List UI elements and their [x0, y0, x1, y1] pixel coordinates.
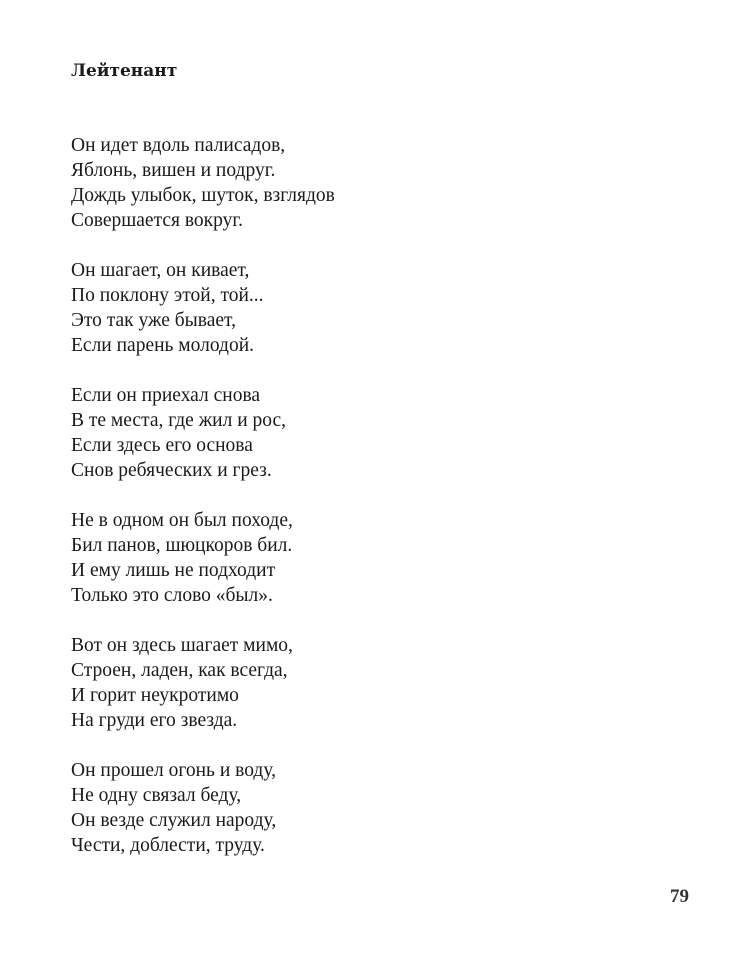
poem-line: Бил панов, шюцкоров бил. — [71, 535, 293, 556]
poem-line: По поклону этой, той... — [71, 285, 264, 306]
poem-line: Он шагает, он кивает, — [71, 260, 250, 281]
poem-line: Вот он здесь шагает мимо, — [71, 635, 293, 656]
stanza-1 — [71, 133, 691, 233]
poem-line: Если парень молодой. — [71, 335, 255, 356]
poem-line: Он идет вдоль палисадов, — [71, 135, 286, 156]
stanza-4 — [71, 508, 691, 608]
poem-line: Он везде служил народу, — [71, 810, 277, 831]
poem-line: Не в одном он был походе, — [71, 510, 293, 531]
poem-line: Он прошел огонь и воду, — [71, 760, 276, 781]
page-number: 79 — [670, 886, 689, 907]
stanza-6 — [71, 758, 691, 858]
poem-line: Яблонь, вишен и подруг. — [71, 160, 276, 181]
poem-line: Только это слово «был». — [71, 585, 273, 606]
poem-line: И ему лишь не подходит — [71, 560, 276, 581]
stanza-3 — [71, 383, 691, 483]
poem-body — [71, 133, 691, 883]
poem-line: Если он приехал снова — [71, 385, 261, 406]
poem-line: И горит неукротимо — [71, 685, 239, 706]
poem-line: В те места, где жил и рос, — [71, 410, 287, 431]
poem-line: Снов ребяческих и грез. — [71, 460, 272, 481]
stanza-5 — [71, 633, 691, 733]
poem-line: Совершается вокруг. — [71, 210, 244, 231]
poem-line: Если здесь его основа — [71, 435, 253, 456]
poem-title: Лейтенант — [71, 61, 178, 81]
poem-line: Это так уже бывает, — [71, 310, 236, 331]
poem-line: Строен, ладен, как всегда, — [71, 660, 288, 681]
poem-line: Чести, доблести, труду. — [71, 835, 265, 856]
poem-line: На груди его звезда. — [71, 710, 238, 731]
poem-line: Дождь улыбок, шуток, взглядов — [71, 185, 335, 206]
poem-line: Не одну связал беду, — [71, 785, 242, 806]
stanza-2 — [71, 258, 691, 358]
